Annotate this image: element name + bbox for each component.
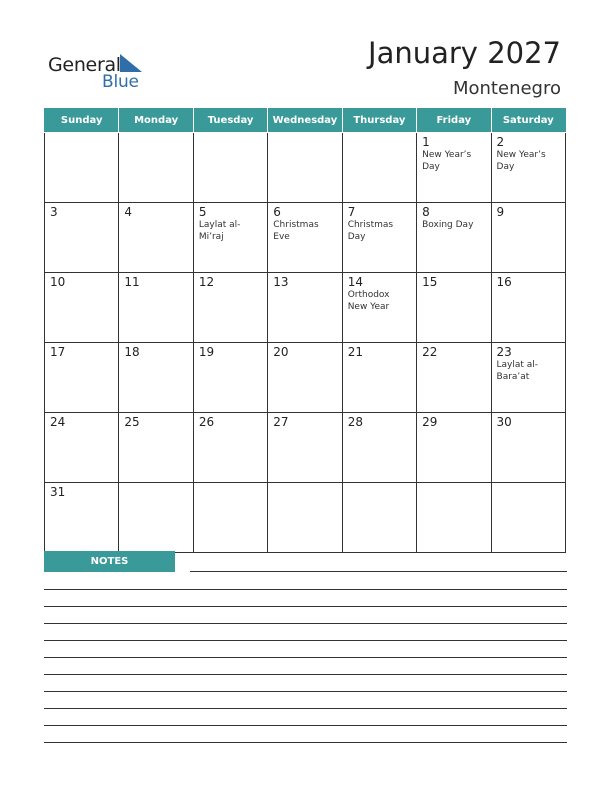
- weekday-monday: Monday: [119, 109, 193, 133]
- day-cell: [193, 273, 267, 343]
- day-cell: [119, 203, 193, 273]
- day-cell: [45, 273, 119, 343]
- day-number: 19: [198, 345, 215, 359]
- day-cell: [491, 483, 565, 553]
- notes-line: [44, 640, 567, 641]
- calendar-grid: [44, 108, 566, 553]
- day-cell: [119, 273, 193, 343]
- day-number: 21: [347, 345, 363, 359]
- notes-line: [44, 742, 567, 743]
- logo-text-general: General: [48, 54, 121, 76]
- logo-triangle-icon: [120, 54, 142, 72]
- day-number: 18: [124, 345, 140, 359]
- notes-line: [44, 606, 567, 607]
- weekday-friday: Friday: [417, 109, 491, 133]
- day-cell: [417, 203, 491, 273]
- day-number: 22: [422, 345, 438, 359]
- weekday-header-row: [45, 109, 566, 133]
- day-number: 7: [347, 205, 356, 219]
- weekday-sunday: Sunday: [45, 109, 119, 133]
- day-cell: [342, 273, 416, 343]
- day-number: 24: [50, 415, 66, 429]
- holiday-label: Orthodox New Year: [347, 290, 390, 312]
- day-cell: [268, 133, 342, 203]
- day-cell: [268, 203, 342, 273]
- day-number: 16: [496, 275, 512, 289]
- day-number: 14: [347, 275, 363, 289]
- calendar-week-row: [45, 343, 566, 413]
- day-cell: [417, 413, 491, 483]
- day-cell: [342, 133, 416, 203]
- calendar-week-row: [45, 203, 566, 273]
- day-cell: [119, 343, 193, 413]
- day-number: 10: [50, 275, 66, 289]
- notes-line: [190, 571, 567, 572]
- day-cell: [45, 413, 119, 483]
- day-number: 29: [422, 415, 438, 429]
- notes-line: [44, 674, 567, 675]
- holiday-label: Christmas Day: [347, 220, 394, 242]
- day-number: 17: [50, 345, 66, 359]
- day-number: 12: [198, 275, 215, 289]
- day-cell: [119, 133, 193, 203]
- day-number: 8: [422, 205, 430, 219]
- day-cell: [491, 133, 565, 203]
- day-number: 2: [496, 135, 505, 149]
- day-cell: [491, 203, 565, 273]
- day-cell: [268, 413, 342, 483]
- day-cell: [342, 203, 416, 273]
- day-cell: [193, 413, 267, 483]
- day-number: 23: [496, 345, 512, 359]
- day-cell: [193, 343, 267, 413]
- day-number: 26: [198, 415, 215, 429]
- notes-line: [44, 708, 567, 709]
- notes-line: [44, 725, 567, 726]
- notes-line: [44, 623, 567, 624]
- holiday-label: New Year’s Day: [496, 150, 546, 172]
- generalblue-logo: [48, 52, 158, 92]
- day-number: 11: [124, 275, 140, 289]
- day-cell: [491, 273, 565, 343]
- day-cell: [342, 343, 416, 413]
- day-cell: [268, 273, 342, 343]
- notes-line: [44, 589, 567, 590]
- notes-label: NOTES: [44, 551, 175, 572]
- day-number: 1: [422, 135, 430, 149]
- day-cell: [45, 483, 119, 553]
- day-number: 4: [124, 205, 133, 219]
- day-cell: [45, 133, 119, 203]
- notes-line: [44, 691, 567, 692]
- weekday-wednesday: Wednesday: [268, 109, 342, 133]
- holiday-label: Laylat al-Bara’at: [496, 360, 539, 382]
- holiday-label: New Year’s Day: [422, 150, 472, 172]
- day-number: 30: [496, 415, 512, 429]
- day-number: 13: [273, 275, 289, 289]
- day-number: 15: [422, 275, 438, 289]
- calendar-week-row: [45, 483, 566, 553]
- holiday-label: Christmas Eve: [273, 220, 319, 242]
- day-cell: [417, 483, 491, 553]
- holiday-label: Boxing Day: [422, 220, 474, 230]
- day-cell: [119, 413, 193, 483]
- day-cell: [119, 483, 193, 553]
- notes-line: [44, 657, 567, 658]
- day-cell: [491, 413, 565, 483]
- day-cell: [268, 483, 342, 553]
- day-cell: [45, 343, 119, 413]
- day-number: 27: [273, 415, 289, 429]
- day-cell: [193, 133, 267, 203]
- day-cell: [342, 483, 416, 553]
- day-cell: [268, 343, 342, 413]
- logo-text-blue: Blue: [102, 72, 139, 92]
- day-number: 6: [273, 205, 281, 219]
- day-cell: [417, 343, 491, 413]
- day-number: 31: [50, 485, 66, 499]
- calendar-week-row: [45, 273, 566, 343]
- day-cell: [417, 133, 491, 203]
- weekday-tuesday: Tuesday: [193, 109, 267, 133]
- day-number: 20: [273, 345, 289, 359]
- day-cell: [193, 483, 267, 553]
- day-number: 25: [124, 415, 140, 429]
- day-cell: [491, 343, 565, 413]
- day-cell: [342, 413, 416, 483]
- day-cell: [45, 203, 119, 273]
- calendar-title: January 2027: [368, 36, 561, 70]
- day-cell: [417, 273, 491, 343]
- country-name: Montenegro: [452, 78, 561, 99]
- day-number: 9: [496, 205, 505, 219]
- calendar-week-row: [45, 133, 566, 203]
- weekday-thursday: Thursday: [342, 109, 416, 133]
- calendar-week-row: [45, 413, 566, 483]
- day-number: 5: [198, 205, 207, 219]
- day-cell: [193, 203, 267, 273]
- day-number: 3: [50, 205, 58, 219]
- holiday-label: Laylat al-Mi’raj: [198, 220, 241, 242]
- weekday-saturday: Saturday: [491, 109, 565, 133]
- day-number: 28: [347, 415, 363, 429]
